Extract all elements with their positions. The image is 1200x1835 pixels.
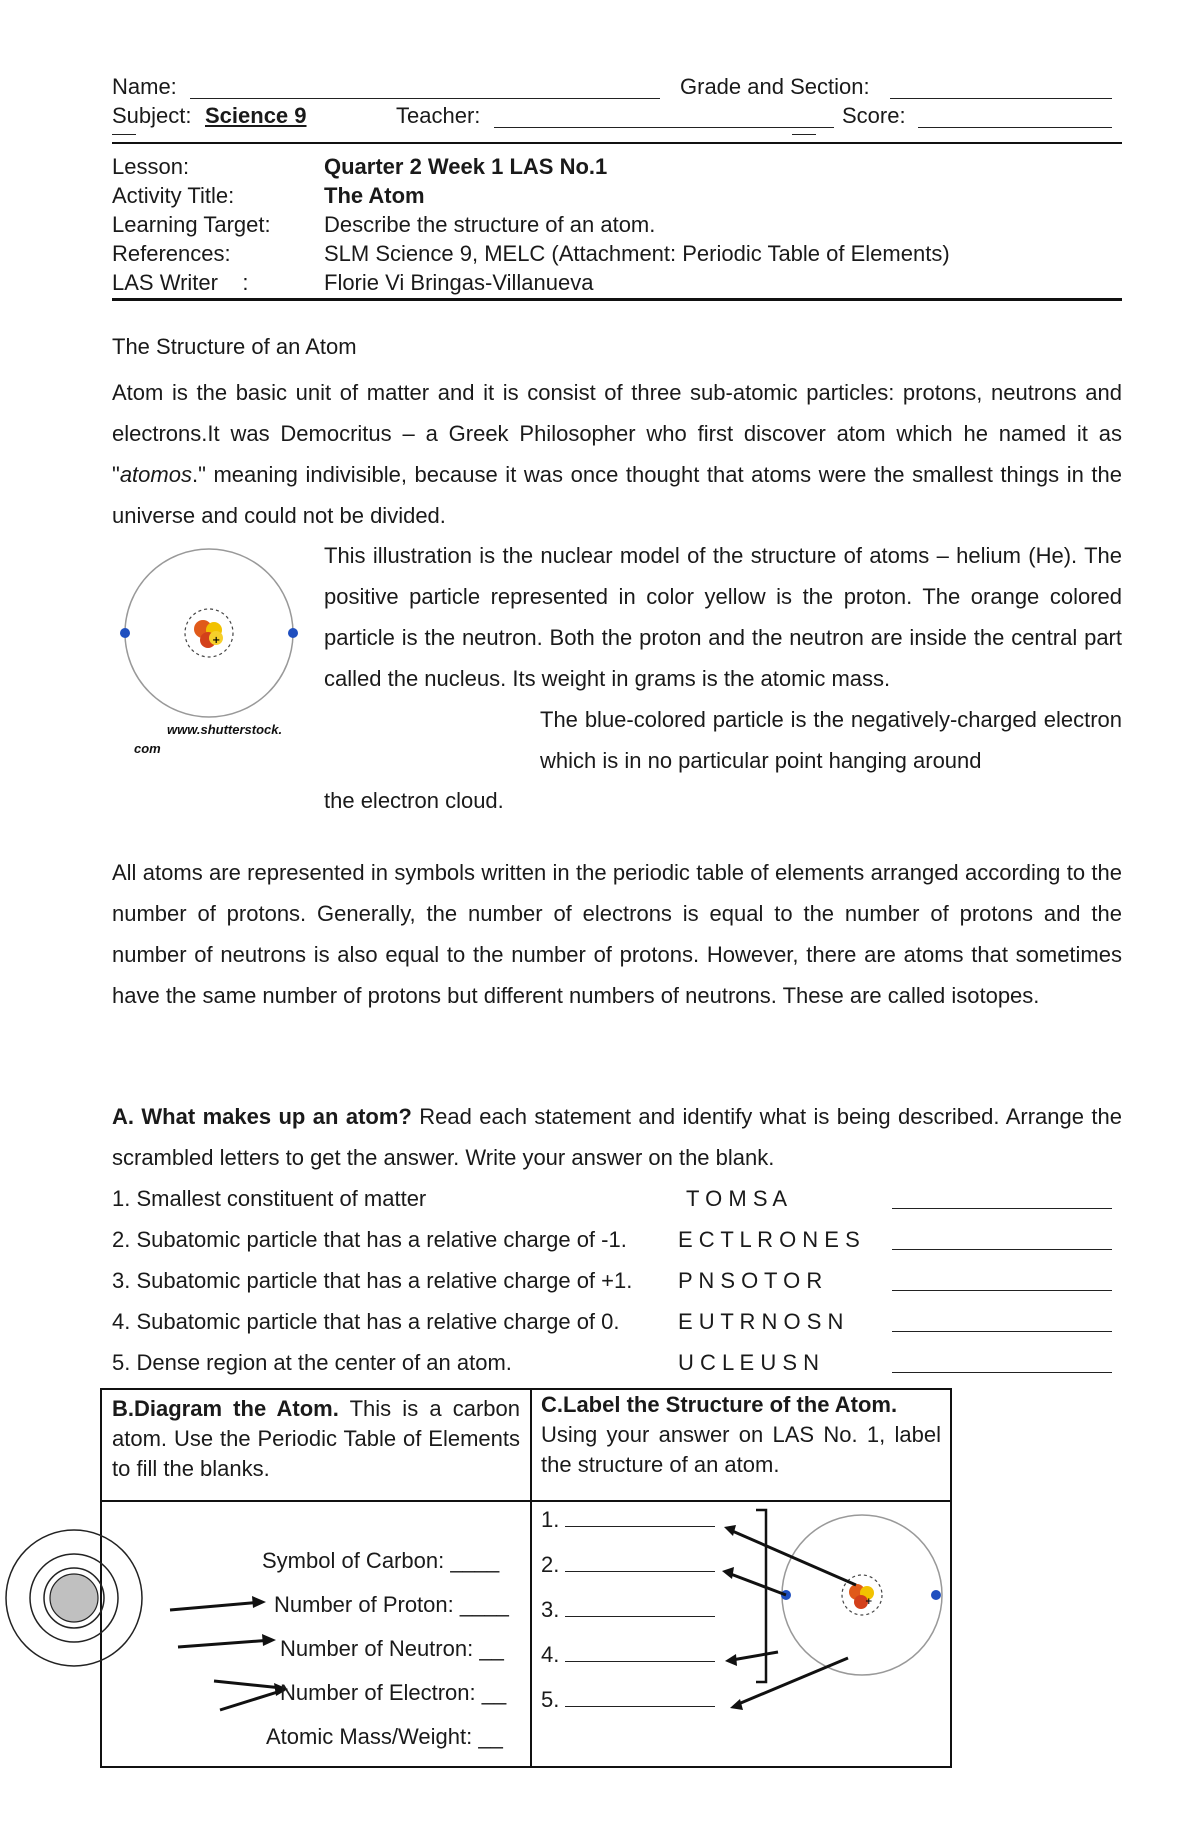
electron-blank[interactable]: __ [481, 1680, 507, 1705]
learning-target-value: Describe the structure of an atom. [324, 212, 656, 237]
question-statement: 1. Smallest constituent of matter [112, 1186, 427, 1211]
pointer-1 [730, 1530, 856, 1585]
scrambled-letters: T O M S A [686, 1186, 788, 1211]
grade-section-label: Grade and Section: [680, 74, 870, 99]
symbol-blank[interactable]: ____ [450, 1548, 500, 1573]
plus-sign: + [212, 635, 221, 646]
part-c-title: C.Label the Structure of the Atom. [541, 1392, 898, 1417]
part-c-header: C.Label the Structure of the Atom. Using your answer on LAS No. 1, label the structure of an atom. [541, 1392, 941, 1477]
question-row-2 [112, 1227, 1112, 1257]
atomic-mass-blank[interactable]: __ [478, 1724, 503, 1749]
label-row-2: 2. [541, 1551, 715, 1578]
activity-title-value: The Atom [324, 183, 425, 208]
pointer-2-head [722, 1567, 734, 1579]
image-credit-com: com [134, 741, 161, 756]
electron-right [931, 1590, 941, 1600]
label-row-3: 3. [541, 1596, 715, 1623]
activity-title-label: Activity Title: [112, 183, 235, 208]
question-statement: 3. Subatomic particle that has a relative charge of +1. [112, 1268, 633, 1293]
teacher-label: Teacher: [396, 103, 481, 128]
atomos-term: atomos [119, 462, 192, 487]
arrow-neutron [178, 1640, 272, 1647]
question-statement: 5. Dense region at the center of an atom. [112, 1350, 512, 1375]
scrambled-letters: E C T L R O N E S [678, 1227, 860, 1252]
pointer-2 [728, 1573, 786, 1595]
las-writer-label: LAS Writer : [112, 270, 249, 295]
pointer-5 [736, 1658, 848, 1705]
teacher-field[interactable] [494, 107, 834, 128]
plus-sign: + [865, 1597, 873, 1607]
electron-left [120, 628, 130, 638]
label-blank[interactable] [565, 1551, 715, 1572]
answer-blank[interactable] [892, 1229, 1112, 1250]
neutron-blank[interactable]: __ [479, 1636, 504, 1661]
label-atom-diagram [720, 1500, 952, 1730]
pointer-4 [732, 1652, 778, 1660]
subject-label: Subject: [112, 103, 192, 128]
subject-value: Science 9 [205, 103, 307, 128]
label-blank[interactable] [565, 1686, 715, 1707]
label-blank[interactable] [565, 1641, 715, 1662]
scrambled-letters: U C L E U S N [678, 1350, 819, 1375]
carbon-nucleus [50, 1574, 98, 1622]
question-statement: 4. Subatomic particle that has a relative charge of 0. [112, 1309, 620, 1334]
electron-paragraph: The blue-colored particle is the negatively-charged electron which is in no particular point hanging around [540, 707, 1122, 773]
answer-blank[interactable] [892, 1352, 1112, 1373]
helium-atom-illustration [112, 548, 312, 763]
pointer-1-head [724, 1525, 736, 1536]
image-credit: www.shutterstock. [167, 722, 283, 737]
label-blank[interactable] [565, 1506, 715, 1527]
lesson-divider [112, 298, 1122, 301]
arrowhead-neutron [262, 1634, 276, 1646]
table-mid-divider [530, 1388, 532, 1768]
part-b-header: B.Diagram the Atom. This is a carbon atom. Use the Periodic Table of Elements to fill the blanks. [112, 1396, 520, 1481]
part-a-instructions: A. What makes up an atom? Read each statement and identify what is being described. Arrange the scrambled letters to get the answer. Write your answer on the blank. [112, 1104, 1122, 1170]
score-label: Score: [842, 103, 906, 128]
electron-field: Number of Electron: __ [280, 1680, 507, 1705]
references-label: References: [112, 241, 231, 266]
las-writer-value: Florie Vi Bringas-Villanueva [324, 270, 594, 295]
proton-blank[interactable]: ____ [459, 1592, 509, 1617]
illustration-paragraph: This illustration is the nuclear model of the structure of atoms – helium (He). The positive particle represented in color yellow is the proton. The orange colored particle is the neutron. Both the proton and the neutron are inside the central part called the nucleus. Its weight in grams is the atomic mass. [324, 543, 1122, 691]
references-value: SLM Science 9, MELC (Attachment: Periodic Table of Elements) [324, 241, 950, 266]
arrowhead-proton [252, 1596, 266, 1608]
scrambled-letters: E U T R N O S N [678, 1309, 844, 1334]
question-statement: 2. Subatomic particle that has a relative charge of -1. [112, 1227, 627, 1252]
label-row-5: 5. [541, 1686, 715, 1713]
answer-blank[interactable] [892, 1311, 1112, 1332]
name-label: Name: [112, 74, 177, 99]
pointer-4-head [725, 1654, 737, 1666]
electron-cloud-line: the electron cloud. [324, 788, 504, 813]
symbol-field: Symbol of Carbon: ____ [262, 1548, 500, 1573]
label-row-1: 1. [541, 1506, 715, 1533]
name-field[interactable] [190, 78, 660, 99]
isotopes-paragraph: All atoms are represented in symbols written in the periodic table of elements arranged according to the number of protons. Generally, the number of electrons is equal to the number of protons and the number of neutrons is also equal to the number of protons. However, there are atoms that sometimes have the same number of protons but different numbers of neutrons. These are called isotopes. [112, 860, 1122, 1008]
arrow-electron-1 [214, 1681, 282, 1688]
intro-paragraph: Atom is the basic unit of matter and it is consist of three sub-atomic particles: protons, neutrons and electrons.It was Democritus – a Greek Philosopher who first discover atom which he named it as "atomos." meaning indivisible, because it was once thought that atoms were the smallest things in the universe and could not be divided. [112, 380, 1122, 528]
proton-field: Number of Proton: ____ [274, 1592, 509, 1617]
header-underline-mark-2 [792, 134, 816, 135]
arrow-proton [170, 1602, 262, 1610]
label-row-4: 4. [541, 1641, 715, 1668]
section-title: The Structure of an Atom [112, 334, 357, 359]
neutron-field: Number of Neutron: __ [280, 1636, 504, 1661]
pointer-5-head [730, 1699, 743, 1710]
score-field[interactable] [918, 107, 1112, 128]
lesson-label: Lesson: [112, 154, 190, 179]
part-b-title: B.Diagram the Atom. [112, 1396, 339, 1421]
header-underline-mark [112, 134, 136, 135]
learning-target-label: Learning Target: [112, 212, 271, 237]
electron-right [288, 628, 298, 638]
grade-section-field[interactable] [890, 78, 1112, 99]
atomic-mass-field: Atomic Mass/Weight: __ [266, 1724, 503, 1749]
question-row-3 [112, 1268, 1112, 1298]
lesson-value: Quarter 2 Week 1 LAS No.1 [324, 154, 608, 179]
question-row-5 [112, 1350, 1112, 1380]
question-row-1 [112, 1186, 1112, 1216]
arrow-electron-2 [220, 1690, 284, 1710]
answer-blank[interactable] [892, 1270, 1112, 1291]
scrambled-letters: P N S O T O R [678, 1268, 823, 1293]
question-row-4 [112, 1309, 1112, 1339]
answer-blank[interactable] [892, 1188, 1112, 1209]
label-blank[interactable] [565, 1596, 715, 1617]
part-a-title: A. What makes up an atom? [112, 1104, 412, 1129]
header-divider [112, 142, 1122, 144]
